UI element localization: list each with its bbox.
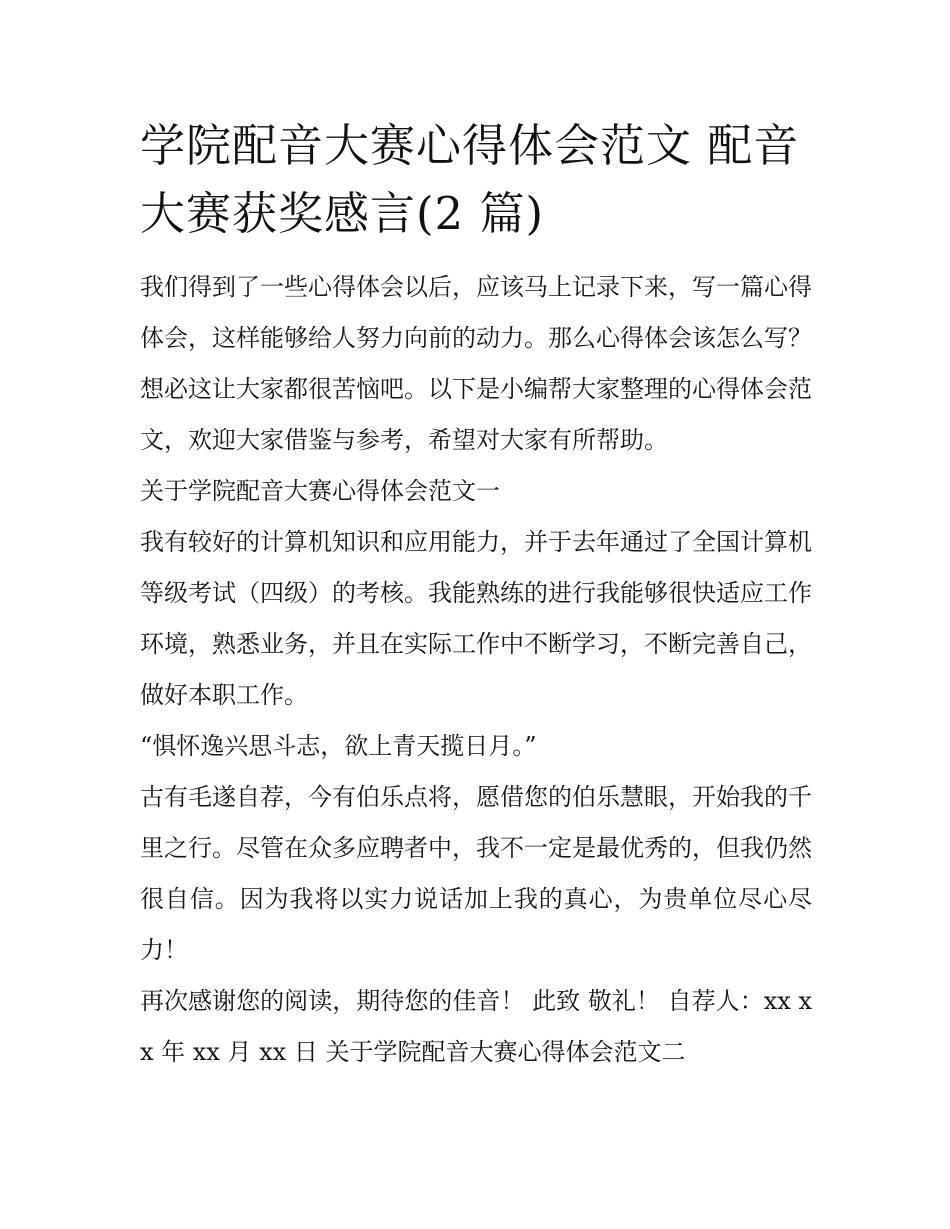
- closing-paragraph: 再次感谢您的阅读，期待您的佳音！ 此致 敬礼！ 自荐人：xx xx 年 xx 月 xx 日 关于学院配音大赛心得体会范文二: [140, 987, 812, 1066]
- body-paragraph-skills: 我有较好的计算机知识和应用能力，并于去年通过了全国计算机等级考试（四级）的考核。我能熟练的进行我能够很快适应工作环境，熟悉业务，并且在实际工作中不断学习，不断完善自己，做好本职工作。: [140, 528, 812, 709]
- section-heading-one: 关于学院配音大赛心得体会范文一: [140, 477, 500, 505]
- quote-paragraph: “惧怀逸兴思斗志，欲上青天揽日月。”: [140, 732, 537, 760]
- document-body: [140, 112, 812, 1078]
- body-paragraph-recommendation: 古有毛遂自荐，今有伯乐点将，愿借您的伯乐慧眼，开始我的千里之行。尽管在众多应聘者中，我不一定是最优秀的，但我仍然很自信。因为我将以实力说话加上我的真心，为贵单位尽心尽力！: [140, 783, 812, 964]
- intro-paragraph: 我们得到了一些心得体会以后，应该马上记录下来，写一篇心得体会，这样能够给人努力向前的动力。那么心得体会该怎么写？想必这让大家都很苦恼吧。以下是小编帮大家整理的心得体会范文，欢迎大家借鉴与参考，希望对大家有所帮助。: [140, 273, 812, 454]
- document-title: 学院配音大赛心得体会范文 配音大赛获奖感言(2 篇): [140, 119, 800, 240]
